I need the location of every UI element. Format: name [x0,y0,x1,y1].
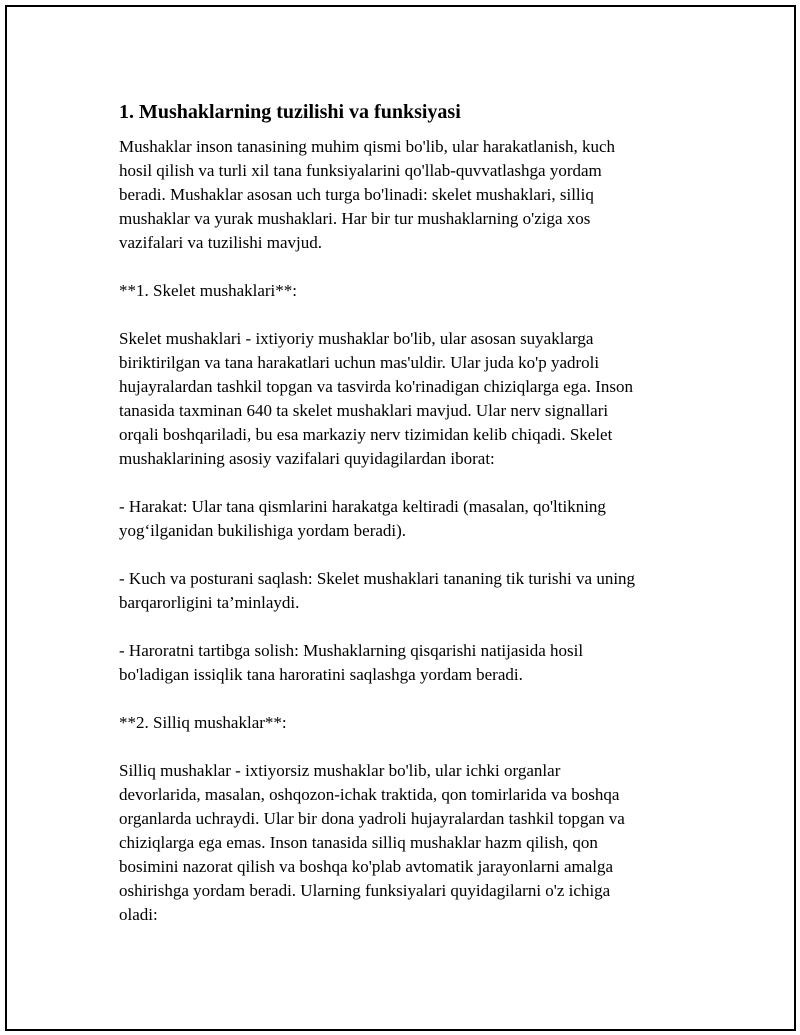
paragraph-line: oladi: [119,905,158,924]
paragraph [119,711,689,735]
paragraph-line: biriktirilgan va tana harakatlari uchun mas'uldir. Ular juda ko'p yadroli [119,353,600,372]
paragraph-container [119,135,689,927]
paragraph-line: devorlarida, masalan, oshqozon-ichak traktida, qon tomirlarida va boshqa [119,785,620,804]
paragraph [119,639,689,687]
paragraph-line: hosil qilish va turli xil tana funksiyalarini qo'llab-quvvatlashga yordam [119,161,602,180]
paragraph-line: **1. Skelet mushaklari**: [119,281,298,300]
paragraph-line: - Haroratni tartibga solish: Mushaklarning qisqarishi natijasida hosil [119,641,584,660]
paragraph [119,327,689,471]
paragraph-line: barqarorligini ta’minlaydi. [119,593,300,612]
paragraph [119,279,689,303]
section-heading: 1. Mushaklarning tuzilishi va funksiyasi [119,101,461,123]
paragraph [119,567,689,615]
paragraph-line: chiziqlarga ega emas. Inson tanasida silliq mushaklar hazm qilish, qon [119,833,598,852]
paragraph-line: **2. Silliq mushaklar**: [119,713,287,732]
paragraph-line: - Kuch va posturani saqlash: Skelet mushaklari tananing tik turishi va uning [119,569,636,588]
paragraph-line: - Harakat: Ular tana qismlarini harakatga keltiradi (masalan, qo'ltikning [119,497,606,516]
paragraph-line: yog‘ilganidan bukilishiga yordam beradi). [119,521,407,540]
paragraph-line: Mushaklar inson tanasining muhim qismi bo'lib, ular harakatlanish, kuch [119,137,615,156]
paragraph-line: Skelet mushaklari - ixtiyoriy mushaklar bo'lib, ular asosan suyaklarga [119,329,594,348]
paragraph-line: mushaklarining asosiy vazifalari quyidagilardan iborat: [119,449,495,468]
paragraph-line: Silliq mushaklar - ixtiyorsiz mushaklar bo'lib, ular ichki organlar [119,761,561,780]
paragraph-line: oshirishga yordam beradi. Ularning funksiyalari quyidagilarni o'z ichiga [119,881,611,900]
paragraph-line: bosimini nazorat qilish va boshqa ko'plab avtomatik jarayonlarni amalga [119,857,614,876]
paragraph [119,759,689,927]
paragraph-line: vazifalari va tuzilishi mavjud. [119,233,322,252]
paragraph-line: orqali boshqariladi, bu esa markaziy nerv tizimidan kelib chiqadi. Skelet [119,425,613,444]
paragraph [119,135,689,255]
document-content [119,99,689,951]
paragraph [119,495,689,543]
paragraph-line: beradi. Mushaklar asosan uch turga bo'linadi: skelet mushaklari, silliq [119,185,594,204]
paragraph-line: tanasida taxminan 640 ta skelet mushaklari mavjud. Ular nerv signallari [119,401,609,420]
paragraph-line: bo'ladigan issiqlik tana haroratini saqlashga yordam beradi. [119,665,523,684]
paragraph-line: mushaklar va yurak mushaklari. Har bir tur mushaklarning o'ziga xos [119,209,591,228]
paragraph-line: organlarda uchraydi. Ular bir dona yadroli hujayralardan tashkil topgan va [119,809,625,828]
paragraph-line: hujayralardan tashkil topgan va tasvirda ko'rinadigan chiziqlarga ega. Inson [119,377,633,396]
document-page [5,5,796,1031]
